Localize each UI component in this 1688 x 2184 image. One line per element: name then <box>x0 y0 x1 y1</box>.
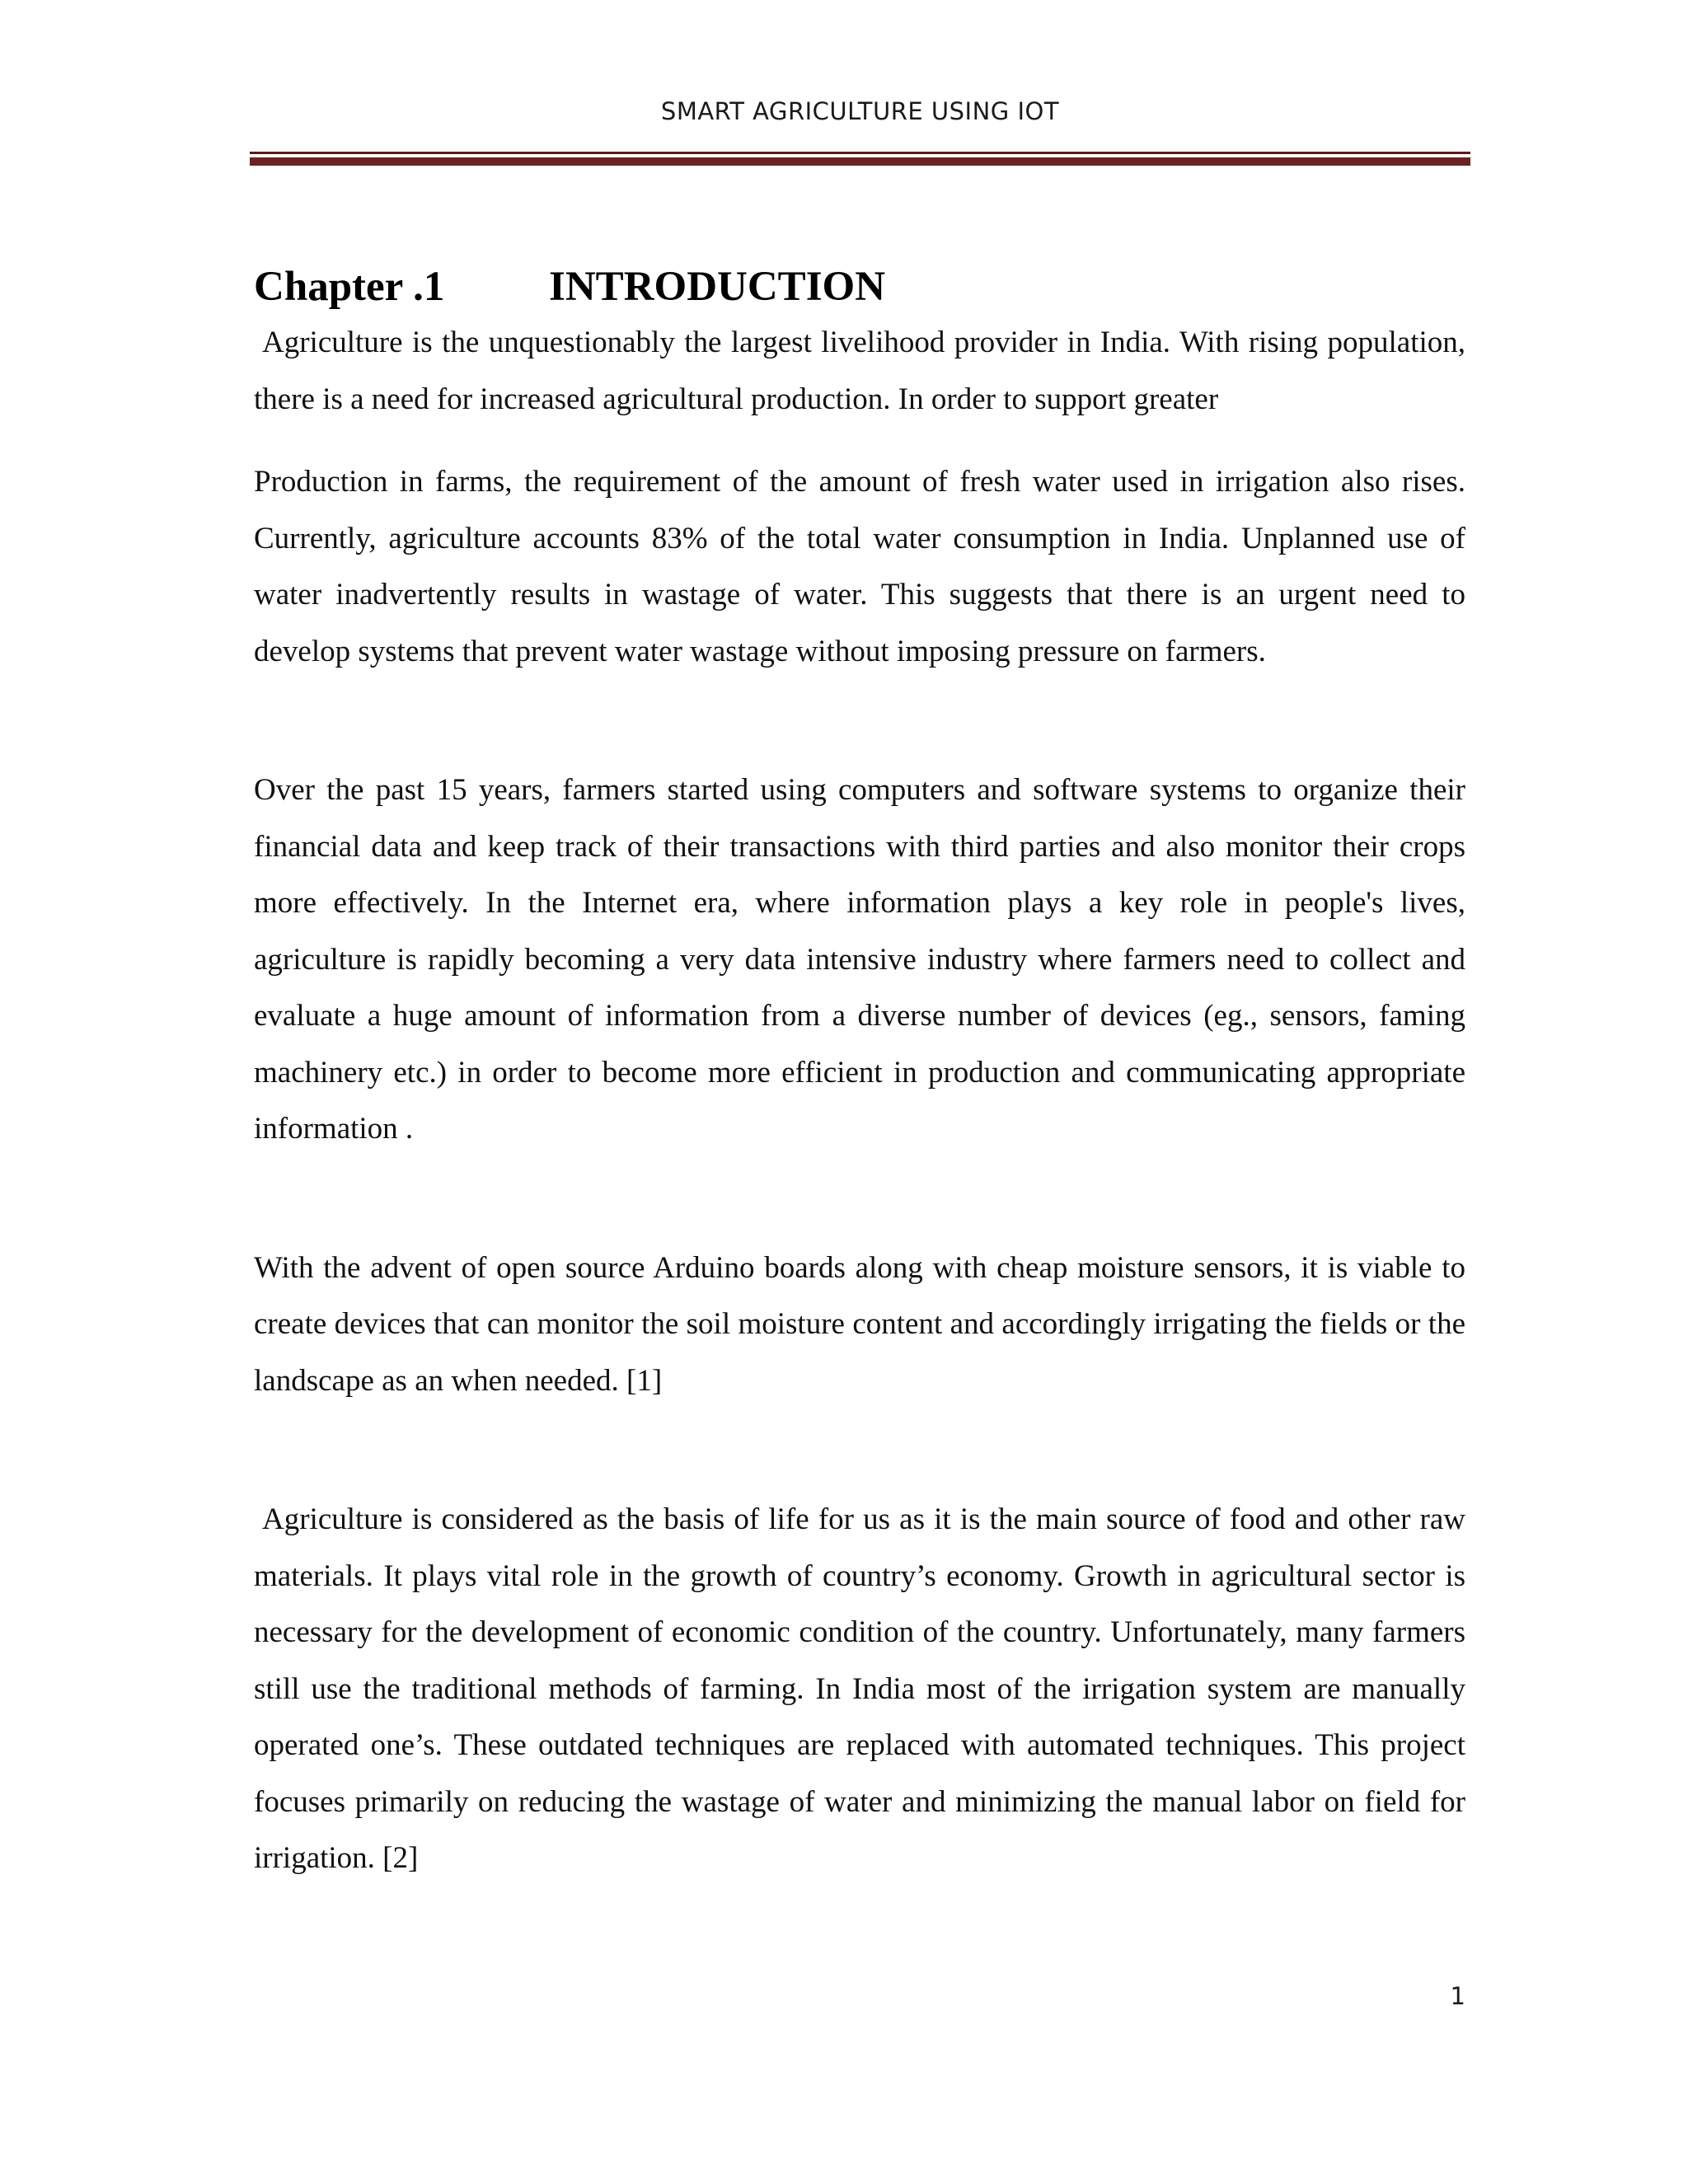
paragraph-3: Over the past 15 years, farmers started using computers and software systems to organize their financial data and keep track of their transactions with third parties and also monitor their crops more effectively. In the Internet era, where information plays a key role in people's lives, agriculture is rapidly becoming a very data intensive industry where farmers need to collect and evaluate a huge amount of information from a diverse number of devices (eg., sensors, faming machinery etc.) in order to become more efficient in production and communicating appropriate information . <box>254 773 1465 1146</box>
paragraph-2: Production in farms, the requirement of the amount of fresh water used in irrigation also rises. Currently, agriculture accounts 83% of the total water consumption in India. Unplanned use of water inadvertently results in wastage of water. This suggests that there is an urgent need to develop systems that prevent water wastage without imposing pressure on farmers. <box>254 465 1465 668</box>
header-rule-thick <box>250 157 1470 166</box>
running-header: SMART AGRICULTURE USING IOT <box>660 97 1060 125</box>
chapter-number: Chapter .1 <box>254 264 445 311</box>
chapter-heading <box>254 263 885 311</box>
chapter-title: INTRODUCTION <box>549 264 886 311</box>
paragraph-5: Agriculture is considered as the basis of life for us as it is the main source of food and other raw materials. It plays vital role in the growth of country’s economy. Growth in agricultural sector is necessary for the development of economic condition of the country. Unfortunately, many farmers still use the traditional methods of farming. In India most of the irrigation system are manually operated one’s. These outdated techniques are replaced with automated techniques. This project focuses primarily on reducing the wastage of water and minimizing the manual labor on field for irrigation. [2] <box>254 1502 1465 1875</box>
page-number: 1 <box>1450 1982 1465 2010</box>
body-text <box>254 315 1465 1887</box>
paragraph-1: Agriculture is the unquestionably the largest livelihood provider in India. With rising population, there is a need for increased agricultural production. In order to support greater <box>254 326 1465 416</box>
paragraph-4: With the advent of open source Arduino boards along with cheap moisture sensors, it is viable to create devices that can monitor the soil moisture content and accordingly irrigating the fields or the landscape as an when needed. [1] <box>254 1250 1465 1398</box>
header-rule-thin <box>250 152 1470 154</box>
